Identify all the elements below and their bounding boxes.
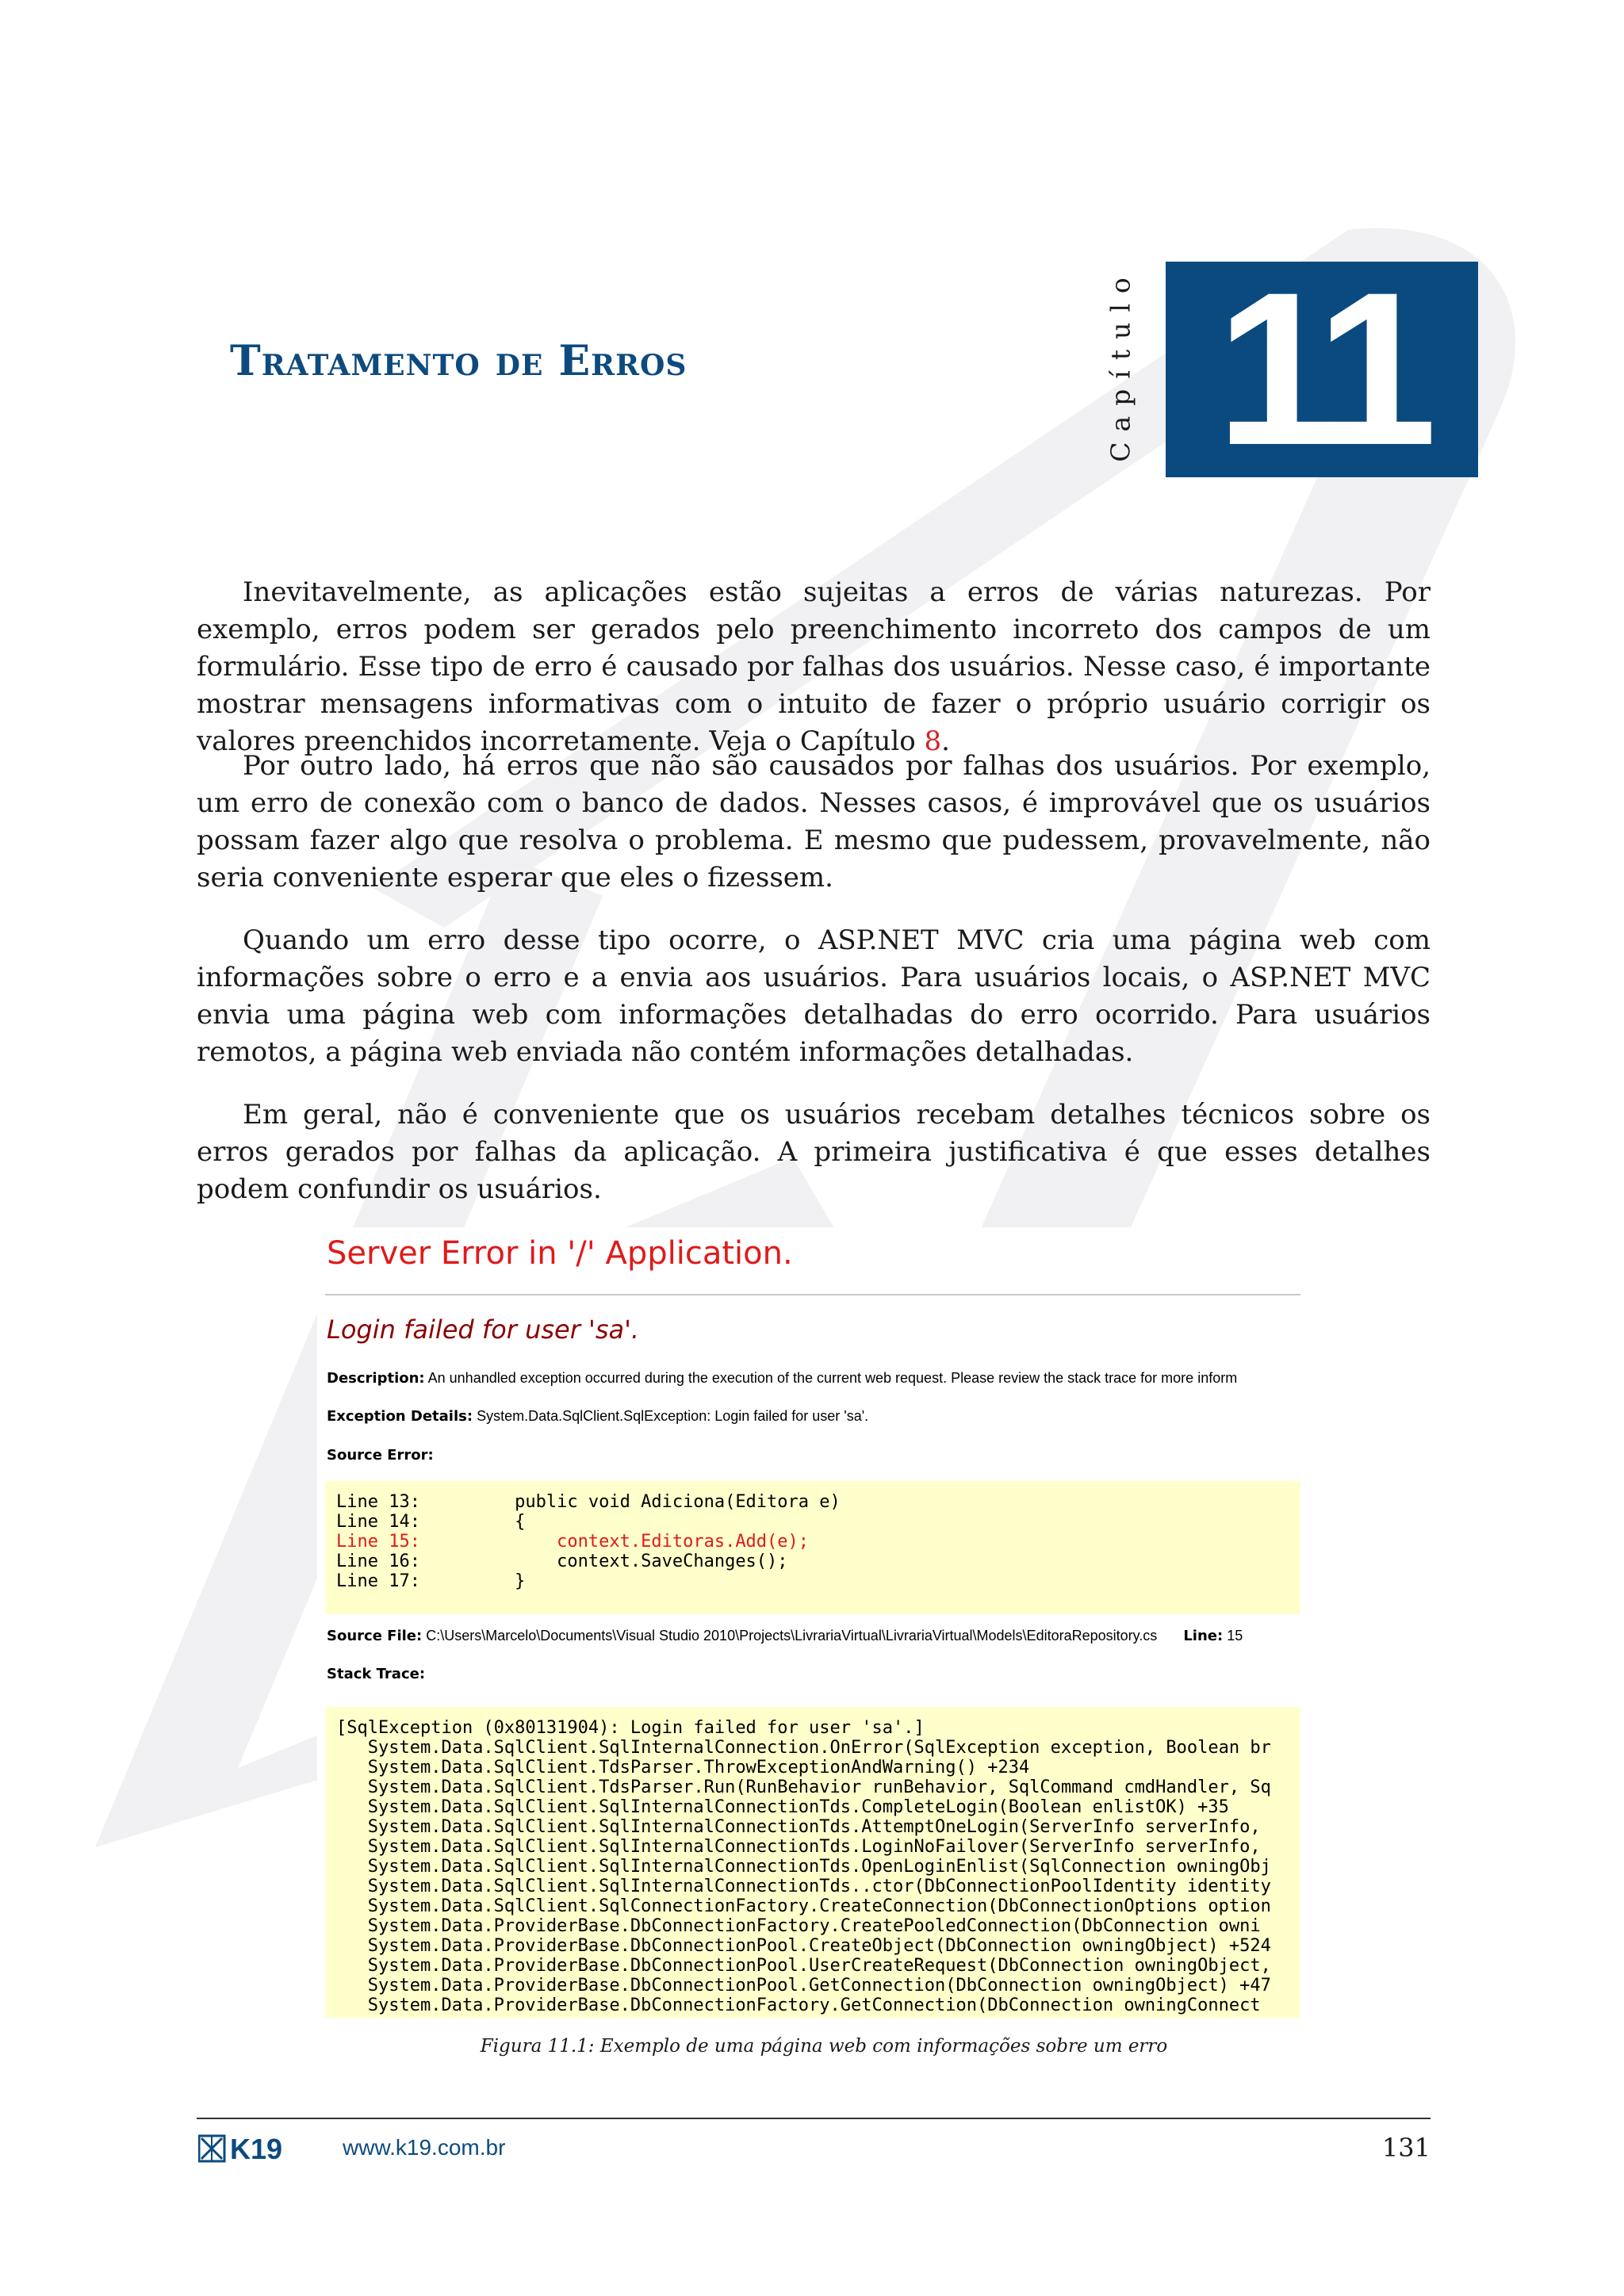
source-code-line-highlighted: Line 15: context.Editoras.Add(e); [336,1532,810,1552]
stack-trace-line: System.Data.SqlClient.SqlInternalConnectionTds.CompleteLogin(Boolean enlistOK) +35 [336,1797,1229,1817]
source-error-heading [327,1447,434,1464]
exception-details-text: System.Data.SqlClient.SqlException: Login failed for user 'sa'. [477,1408,869,1424]
stack-trace-line: System.Data.ProviderBase.DbConnectionPool.UserCreateRequest(DbConnection owningObject, [336,1956,1271,1976]
page-number: 131 [1381,2133,1431,2163]
source-code-line: Line 13: public void Adiciona(Editora e) [336,1492,841,1512]
figure-caption: Figura 11.1: Exemplo de uma página web com informações sobre um erro [480,2036,1168,2057]
source-error-code [325,1481,1300,1614]
error-page-title: Server Error in '/' Application. [327,1235,793,1272]
source-file-label: Source File: [327,1628,423,1644]
chapter-number-box [1166,247,1478,491]
description-text: An unhandled exception occurred during the execution of the current web request. Please review the stack trace for more inform [427,1370,1238,1386]
stack-trace-line: System.Data.ProviderBase.DbConnectionFactory.GetConnection(DbConnection owningConnect [336,1996,1261,2015]
paragraph-2: Por outro lado, há erros que não são causados por falhas dos usuários. Por exemplo, um erro de conexão com o banco de dados. Nesses casos, é improvável que os usuários possam fazer algo que resolva o problema. E mesmo que pudessem, provavelmente, não seria conveniente esperar que eles o fizessem. [197,750,1431,894]
stack-trace-label: Stack Trace: [327,1666,426,1682]
line-label: Line: [1183,1628,1224,1644]
chapter-title: Tratamento de Erros [230,337,688,385]
paragraph-1 [197,574,1431,760]
stack-trace-code [325,1707,1300,2018]
description-label: Description: [327,1370,425,1387]
stack-trace-line: System.Data.SqlClient.TdsParser.Run(RunBehavior runBehavior, SqlCommand cmdHandler, Sq [336,1777,1271,1797]
exception-details-line [327,1408,868,1425]
chapter-label-text: Capítulo [1105,267,1136,462]
error-page-divider [325,1294,1300,1295]
stack-trace-line: System.Data.SqlClient.SqlConnectionFactory.CreateConnection(DbConnectionOptions option [336,1896,1271,1916]
chapter-label [1097,250,1144,480]
k19-logo [198,2134,325,2163]
source-code-line: Line 16: context.SaveChanges(); [336,1552,788,1571]
chapter-number: 11 [1216,247,1428,491]
paragraph-4: Em geral, não é conveniente que os usuários recebam detalhes técnicos sobre os erros gerados por falhas da aplicação. A primeira justificativa é que esses detalhes podem confundir os usuários. [197,1099,1431,1205]
stack-trace-line: System.Data.SqlClient.TdsParser.ThrowExceptionAndWarning() +234 [336,1758,1030,1777]
stack-trace-line: System.Data.SqlClient.SqlInternalConnectionTds.OpenLoginEnlist(SqlConnection owningObj [336,1857,1271,1877]
chapter-reference-link[interactable]: 8 [924,725,942,757]
footer-divider [197,2118,1431,2119]
stack-trace-line: System.Data.ProviderBase.DbConnectionPool.CreateObject(DbConnection owningObject) +524 [336,1936,1271,1956]
description-line [327,1370,1237,1387]
exception-details-label: Exception Details: [327,1408,473,1425]
logo-text: K19 [230,2134,283,2163]
line-value: 15 [1227,1628,1243,1644]
source-error-label: Source Error: [327,1447,434,1464]
footer-url-link[interactable]: www.k19.com.br [343,2135,506,2160]
stack-trace-line: System.Data.ProviderBase.DbConnectionPool.GetConnection(DbConnection owningObject) +47 [336,1976,1271,1996]
source-code-line: Line 17: } [336,1571,526,1591]
stack-trace-line: System.Data.SqlClient.SqlInternalConnectionTds.LoginNoFailover(ServerInfo serverInfo, [336,1837,1261,1857]
stack-trace-line: [SqlException (0x80131904): Login failed for user 'sa'.] [336,1718,925,1738]
paragraph-1-text: Inevitavelmente, as aplicações estão sujeitas a erros de várias naturezas. Por exemplo, erros podem ser gerados pelo preenchimento incorreto dos campos de um formulário. Esse tipo de erro é causado por falhas dos usuários. Nesse caso, é importante mostrar mensagens informativas com o intuito de fazer o próprio usuário corrigir os valores preenchidos incorretamente. Veja o Capítulo [197,576,1431,757]
source-code-line: Line 14: { [336,1512,526,1532]
error-page-figure [317,1227,1300,2020]
paragraph-3: Quando um erro desse tipo ocorre, o ASP.NET MVC cria uma página web com informações sobre o erro e a envia aos usuários. Para usuários locais, o ASP.NET MVC envia uma página web com informações detalhadas do erro ocorrido. Para usuários remotos, a página web enviada não contém informações detalhadas. [197,924,1431,1068]
paragraph-1-end: . [941,725,950,757]
stack-trace-heading [327,1666,425,1682]
error-page-subtitle: Login failed for user 'sa'. [327,1314,640,1345]
source-file-line [327,1628,1243,1644]
stack-trace-line: System.Data.SqlClient.SqlInternalConnectionTds.AttemptOneLogin(ServerInfo serverInfo, [336,1817,1261,1837]
stack-trace-line: System.Data.SqlClient.SqlInternalConnectionTds..ctor(DbConnectionPoolIdentity identity [336,1877,1271,1896]
stack-trace-line: System.Data.ProviderBase.DbConnectionFactory.CreatePooledConnection(DbConnection owni [336,1916,1261,1936]
source-file-path: C:\Users\Marcelo\Documents\Visual Studio 2010\Projects\LivrariaVirtual\LivrariaVirtual\Models\EditoraRepository.cs [426,1628,1158,1644]
stack-trace-line: System.Data.SqlClient.SqlInternalConnection.OnError(SqlException exception, Boolean br [336,1738,1271,1758]
